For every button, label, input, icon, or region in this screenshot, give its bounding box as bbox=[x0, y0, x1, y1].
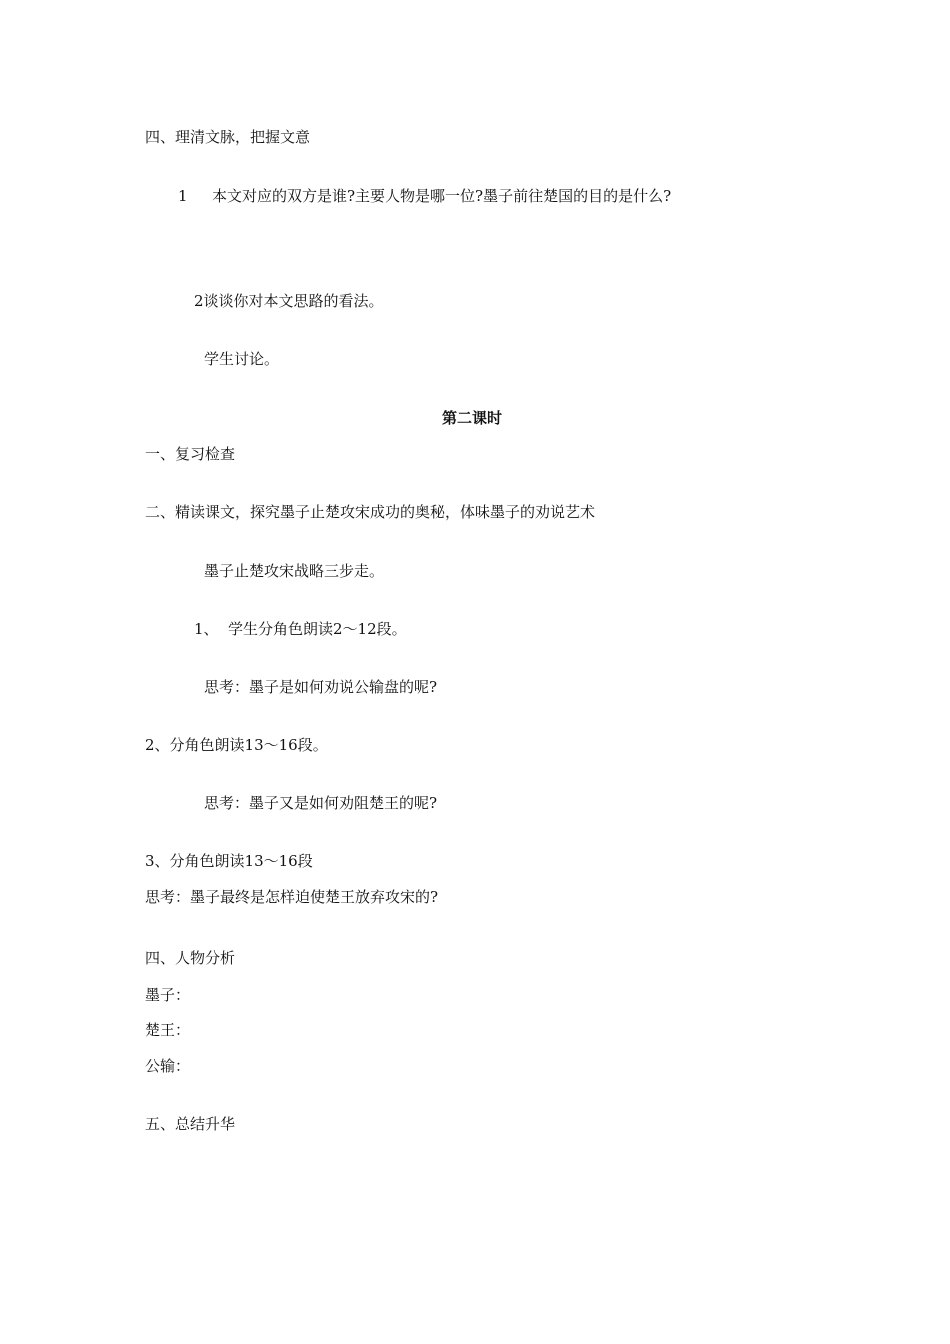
lesson-title: 第二课时 bbox=[442, 409, 503, 427]
step-1-think: 思考：墨子是如何劝说公输盘的呢? bbox=[204, 678, 438, 696]
question-1-text: 本文对应的双方是谁?主要人物是哪一位?墨子前往楚国的目的是什么? bbox=[212, 187, 672, 205]
character-gongshu: 公输： bbox=[145, 1057, 191, 1075]
section-character-analysis: 四、人物分析 bbox=[145, 949, 236, 967]
question-2: 2谈谈你对本文思路的看法。 bbox=[194, 292, 384, 310]
question-2-note: 学生讨论。 bbox=[204, 350, 280, 368]
question-1-number: 1 bbox=[178, 187, 188, 205]
section-summary: 五、总结升华 bbox=[145, 1115, 236, 1133]
step-2-think: 思考：墨子又是如何劝阻楚王的呢? bbox=[204, 794, 438, 812]
step-1-number: 1、 bbox=[194, 620, 219, 638]
step-2: 2、分角色朗读13～16段。 bbox=[145, 736, 328, 754]
step-3-think: 思考：墨子最终是怎样迫使楚王放弃攻宋的? bbox=[145, 888, 439, 906]
step-1 bbox=[194, 619, 407, 639]
strategy-intro: 墨子止楚攻宋战略三步走。 bbox=[204, 562, 385, 580]
question-1 bbox=[178, 186, 671, 206]
section-review: 一、复习检查 bbox=[145, 445, 236, 463]
step-3: 3、分角色朗读13～16段 bbox=[145, 852, 313, 870]
section-heading-analysis: 四、理清文脉，把握文意 bbox=[145, 128, 311, 146]
section-close-reading: 二、精读课文，探究墨子止楚攻宋成功的奥秘，体味墨子的劝说艺术 bbox=[145, 503, 596, 521]
character-mozi: 墨子： bbox=[145, 986, 191, 1004]
step-1-text: 学生分角色朗读2～12段。 bbox=[228, 620, 407, 638]
character-chuwang: 楚王： bbox=[145, 1021, 191, 1039]
